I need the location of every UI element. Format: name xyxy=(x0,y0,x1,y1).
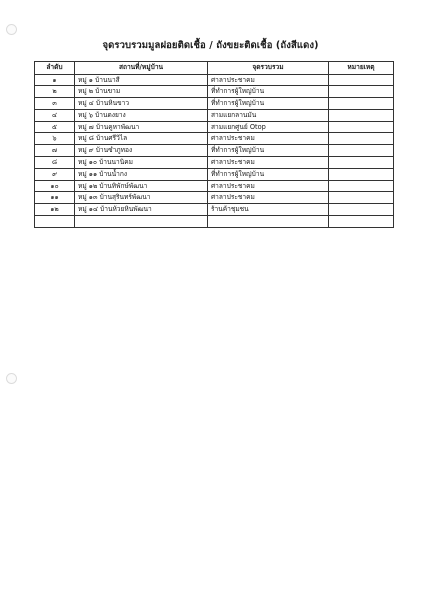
row-collection-point: ศาลาประชาคม xyxy=(208,74,329,86)
row-collection-point: สามแยกลานมัน xyxy=(208,109,329,121)
header-number: ลำดับ xyxy=(35,62,75,75)
table-row xyxy=(35,192,394,204)
table-row xyxy=(35,98,394,110)
row-location: หมู่ ๑๒ บ้านทิพักษ์พัฒนา xyxy=(75,180,208,192)
table-row xyxy=(35,157,394,169)
row-number: ๖ xyxy=(35,133,75,145)
row-location: หมู่ ๙ บ้านซำภูทอง xyxy=(75,145,208,157)
row-location xyxy=(75,216,208,228)
row-number: ๔ xyxy=(35,109,75,121)
row-number: ๒ xyxy=(35,86,75,98)
row-location: หมู่ ๑๔ บ้านห้วยหินพัฒนา xyxy=(75,204,208,216)
row-collection-point: ศาลาประชาคม xyxy=(208,180,329,192)
table-header-row xyxy=(35,62,394,75)
row-location: หมู่ ๑๑ บ้านน้ำกง xyxy=(75,168,208,180)
row-remark xyxy=(329,180,394,192)
table-row xyxy=(35,133,394,145)
row-number: ๕ xyxy=(35,121,75,133)
row-number: ๑๐ xyxy=(35,180,75,192)
table-row xyxy=(35,109,394,121)
row-remark xyxy=(329,121,394,133)
row-collection-point: สามแยกศูนย์ Otop xyxy=(208,121,329,133)
row-location: หมู่ ๑๐ บ้านนานิคม xyxy=(75,157,208,169)
row-location: หมู่ ๔ บ้านหินขาว xyxy=(75,98,208,110)
table-row xyxy=(35,180,394,192)
row-remark xyxy=(329,216,394,228)
row-location: หมู่ ๘ บ้านศรีวิไล xyxy=(75,133,208,145)
row-remark xyxy=(329,204,394,216)
punch-hole-bottom xyxy=(6,373,17,384)
row-number: ๘ xyxy=(35,157,75,169)
row-number: ๑ xyxy=(35,74,75,86)
table-row xyxy=(35,216,394,228)
row-number: ๗ xyxy=(35,145,75,157)
row-location: หมู่ ๗ บ้านคูหาพัฒนา xyxy=(75,121,208,133)
punch-hole-top xyxy=(6,24,17,35)
row-number: ๓ xyxy=(35,98,75,110)
row-remark xyxy=(329,145,394,157)
row-remark xyxy=(329,86,394,98)
row-collection-point xyxy=(208,216,329,228)
row-number xyxy=(35,216,75,228)
row-location: หมู่ ๑ บ้านนาสี xyxy=(75,74,208,86)
header-remark: หมายเหตุ xyxy=(329,62,394,75)
row-remark xyxy=(329,157,394,169)
row-remark xyxy=(329,98,394,110)
table-row xyxy=(35,168,394,180)
row-location: หมู่ ๒ บ้านขาม xyxy=(75,86,208,98)
row-number: ๙ xyxy=(35,168,75,180)
row-collection-point: ที่ทำการผู้ใหญ่บ้าน xyxy=(208,98,329,110)
row-collection-point: ร้านค้าชุมชน xyxy=(208,204,329,216)
table-row xyxy=(35,74,394,86)
row-collection-point: ที่ทำการผู้ใหญ่บ้าน xyxy=(208,86,329,98)
table-row xyxy=(35,121,394,133)
row-remark xyxy=(329,192,394,204)
row-number: ๑๒ xyxy=(35,204,75,216)
document-title: จุดรวบรวมมูลฝอยติดเชื้อ / ถังขยะติดเชื้อ (ถังสีแดง) xyxy=(102,40,319,51)
row-remark xyxy=(329,133,394,145)
row-remark xyxy=(329,74,394,86)
header-collection-point: จุดรวบรวม xyxy=(208,62,329,75)
row-location: หมู่ ๖ บ้านดงยาง xyxy=(75,109,208,121)
table-row xyxy=(35,145,394,157)
header-location: สถานที่/หมู่บ้าน xyxy=(75,62,208,75)
row-number: ๑๑ xyxy=(35,192,75,204)
row-collection-point: ศาลาประชาคม xyxy=(208,157,329,169)
row-collection-point: ศาลาประชาคม xyxy=(208,133,329,145)
row-remark xyxy=(329,109,394,121)
row-collection-point: ศาลาประชาคม xyxy=(208,192,329,204)
row-remark xyxy=(329,168,394,180)
table-row xyxy=(35,86,394,98)
table-row xyxy=(35,204,394,216)
row-collection-point: ที่ทำการผู้ใหญ่บ้าน xyxy=(208,168,329,180)
row-collection-point: ที่ทำการผู้ใหญ่บ้าน xyxy=(208,145,329,157)
collection-point-table xyxy=(34,61,394,228)
row-location: หมู่ ๑๓ บ้านสุรินทร์พัฒนา xyxy=(75,192,208,204)
